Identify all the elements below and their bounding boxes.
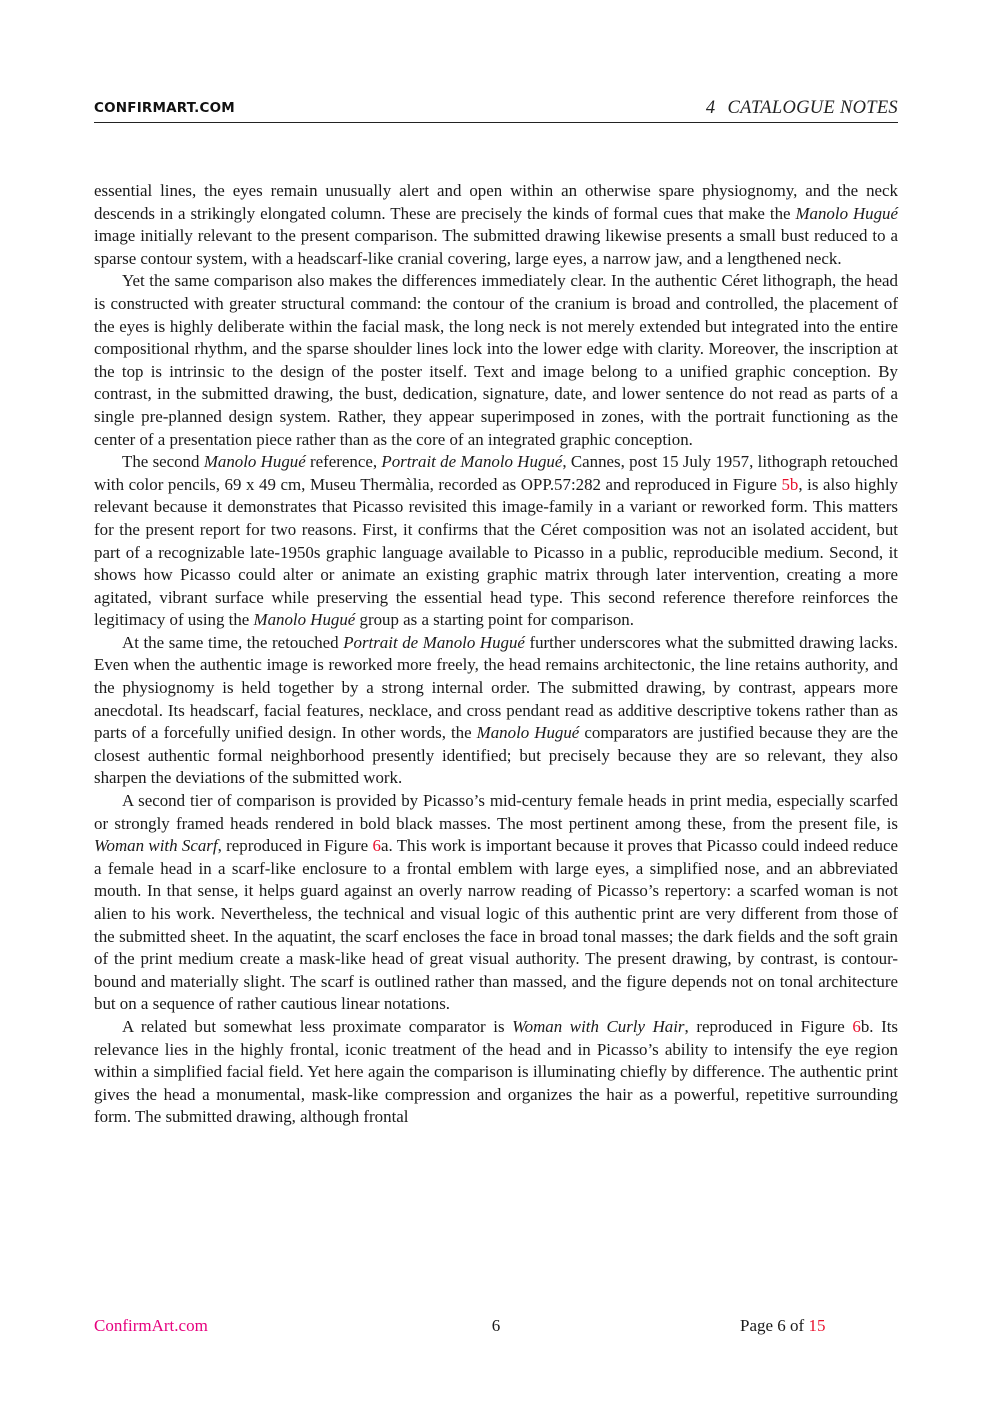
figure-reference-link[interactable]: 6 bbox=[372, 836, 381, 856]
text-run: image initially relevant to the present comparison. The submitted drawing likewise presents a small bust reduced to a sparse contour system, with a headscarf-like cranial covering, large eyes, a narrow jaw, and a lengthened neck. bbox=[94, 226, 898, 268]
italic-title: Portrait de Manolo Hugué bbox=[343, 632, 525, 652]
footer-page-number: 6 bbox=[491, 1316, 501, 1335]
text-run: The second bbox=[122, 452, 204, 472]
text-run: a. This work is important because it proves that Picasso could indeed reduce a female head in a scarf-like enclosure to a frontal emblem with large eyes, a simplified nose, and an abbreviated mouth. In that sense, it helps guard against an overly narrow reading of Picasso’s repertory: a scarfed woman is not alien to his work. Nevertheless, the technical and visual logic of this authentic print are very different from those of the submitted sheet. In the aquatint, the scarf encloses the face in broad tonal masses; the dark fields and the soft grain of the print medium create a mask-like head of great visual authority. The present drawing, by contrast, is contour-bound and materially slight. The scarf is outlined rather than massed, and the figure depends not on tonal architecture but on a sequence of rather cautious linear notations. bbox=[94, 836, 898, 1014]
body-text bbox=[94, 180, 898, 1129]
text-run: further underscores what the submitted drawing lacks. Even when the authentic image is reworked more freely, the head remains architectonic, the line retains authority, and the physiognomy is held together by a strong internal order. The submitted drawing, by contrast, appears more anecdotal. Its headscarf, facial features, necklace, and cross pendant read as additive descriptive tokens rather than as parts of a forcefully unified design. In other words, the bbox=[94, 632, 898, 743]
italic-title: Manolo Hugué bbox=[476, 723, 580, 743]
italic-title: Manolo Hugué bbox=[253, 610, 356, 630]
figure-reference-link[interactable]: 5b bbox=[781, 474, 799, 494]
text-run: group as a starting point for comparison. bbox=[355, 610, 634, 630]
page-footer bbox=[94, 1316, 898, 1340]
text-run: , Cannes, post 15 July 1957, lithograph retouched with color pencils, 69 x 49 cm, Museu Thermàlia, recorded as OPP.57:282 and reproduced in Figure bbox=[94, 452, 898, 494]
text-run: b. Its relevance lies in the highly frontal, iconic treatment of the head and in Picasso’s ability to intensify the eye region within a simplified facial field. Yet here again the comparison is illuminating chiefly by difference. The authentic print gives the head a monumental, mask-like compression and organizes the hair as a powerful, repetitive surrounding form. The submitted drawing, although frontal bbox=[94, 1016, 898, 1127]
paragraph bbox=[94, 270, 898, 451]
paragraph bbox=[94, 451, 898, 632]
text-run: comparators are justified because they are the closest authentic formal neighborhood presently identified; but precisely because they are so relevant, they also sharpen the deviations of the submitted work. bbox=[94, 723, 898, 788]
header-section bbox=[706, 98, 898, 119]
header-section-number: 4 bbox=[705, 98, 716, 118]
text-run: , reproduced in Figure bbox=[217, 836, 373, 856]
text-run: Yet the same comparison also makes the differences immediately clear. In the authentic Céret lithograph, the head is constructed with greater structural command: the contour of the cranium is broad and controlled, the placement of the eyes is highly deliberate within the facial mask, the long neck is not merely extended but integrated into the entire compositional rhythm, and the sparse shoulder lines lock into the lower edge with clarity. Moreover, the inscription at the top is intrinsic to the design of the poster itself. Text and image belong to a unified graphic conception. By contrast, in the submitted drawing, the bust, dedication, signature, date, and lower sentence do not read as parts of a single pre-planned design system. Rather, they appear superimposed in zones, with the portrait functioning as the center of a presentation piece rather than as the core of an integrated graphic conception. bbox=[94, 271, 898, 449]
text-run: , is also highly relevant because it demonstrates that Picasso revisited this image-family in a variant or reworked form. This matters for the present report for two reasons. First, it confirms that the Céret composition was not an isolated accident, but part of a recognizable late-1950s graphic language available to Picasso in a public, reproducible medium. Second, it shows how Picasso could alter or animate an existing graphic matrix through later intervention, creating a more agitated, vibrant surface while preserving the essential head type. This second reference therefore reinforces the legitimacy of using the bbox=[94, 474, 898, 630]
footer-page-count bbox=[740, 1316, 825, 1336]
text-run: A second tier of comparison is provided by Picasso’s mid-century female heads in print media, especially scarfed or strongly framed heads rendered in bold black masses. The most pertinent among these, from the present file, is bbox=[94, 791, 898, 833]
italic-title: Manolo Hugué bbox=[795, 203, 898, 223]
italic-title: Woman with Scarf bbox=[94, 836, 218, 856]
figure-reference-link[interactable]: 6 bbox=[852, 1016, 861, 1036]
paragraph bbox=[94, 1016, 898, 1129]
text-run: , reproduced in Figure bbox=[684, 1016, 853, 1036]
italic-title: Portrait de Manolo Hugué bbox=[381, 452, 563, 472]
header-section-title: CATALOGUE NOTES bbox=[727, 98, 898, 118]
footer-site-link[interactable]: ConfirmArt.com bbox=[94, 1316, 208, 1335]
text-run: At the same time, the retouched bbox=[122, 632, 344, 652]
italic-title: Woman with Curly Hair bbox=[512, 1016, 685, 1036]
running-header bbox=[94, 98, 898, 123]
paragraph bbox=[94, 790, 898, 1016]
italic-title: Manolo Hugué bbox=[203, 452, 306, 472]
paragraph bbox=[94, 180, 898, 270]
text-run: reference, bbox=[305, 452, 382, 472]
footer-page-label: Page 6 of bbox=[740, 1316, 809, 1335]
header-brand: CONFIRMART.COM bbox=[94, 100, 235, 116]
paragraph bbox=[94, 632, 898, 790]
footer-total-pages-link[interactable]: 15 bbox=[808, 1316, 826, 1335]
text-run: essential lines, the eyes remain unusually alert and open within an otherwise spare physiognomy, and the neck descends in a strikingly elongated column. These are precisely the kinds of formal cues that make the bbox=[94, 181, 898, 223]
text-run: A related but somewhat less proximate comparator is bbox=[122, 1016, 513, 1036]
